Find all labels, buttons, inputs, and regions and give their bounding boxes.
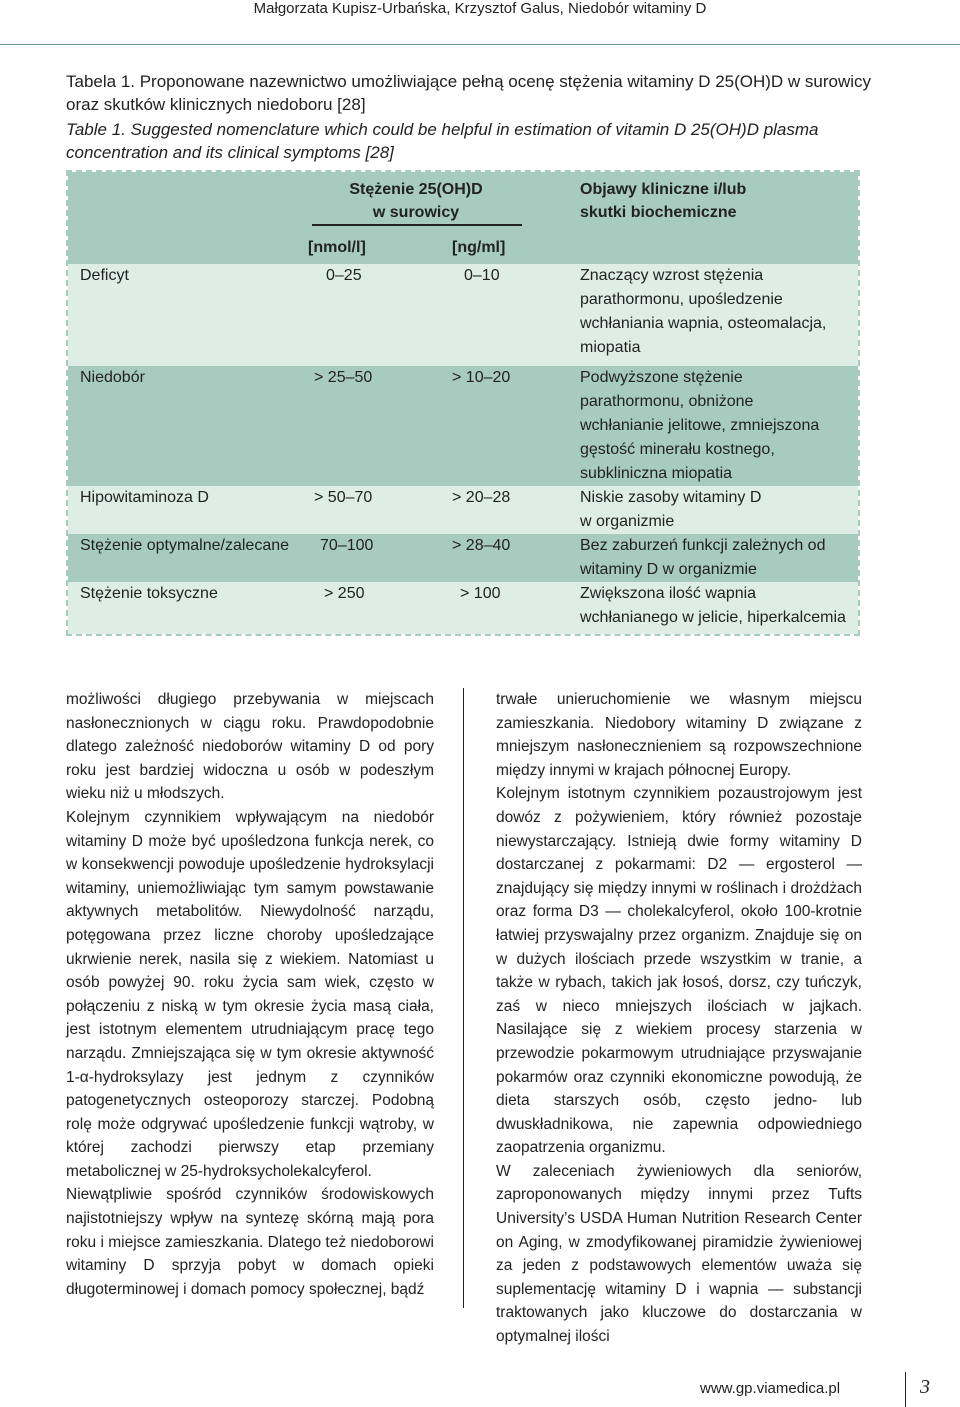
- page-number: 3: [920, 1376, 930, 1398]
- row-ng: > 20–28: [452, 489, 511, 506]
- symptom-line: wchłaniania wapnia, osteomalacja,: [580, 315, 827, 332]
- row-ng: > 100: [460, 585, 501, 602]
- header-concentration-line2: w surowicy: [372, 204, 460, 221]
- caption-text-pl: Proponowane nazewnictwo umożliwiające pełną ocenę stężenia witaminy D 25(OH)D w surowicy oraz skutków klinicznych niedoboru [28]: [66, 72, 872, 114]
- table-row: [68, 534, 858, 582]
- caption-label-en: Table 1.: [66, 120, 126, 139]
- symptom-line: Znaczący wzrost stężenia: [580, 267, 764, 284]
- paragraph: W zaleceniach żywieniowych dla seniorów, zaproponowanych między innymi przez Tufts University’s USDA Human Nutrition Research Center on Aging, w zmodyfikowanej piramidzie żywieniowej za jeden z podstawowych elementów uważa się suplementację witaminy D i wapnia — substancji traktowanych jako kluczowe do dostarczania w optymalnej ilości: [496, 1162, 862, 1346]
- row-category: Hipowitaminoza D: [80, 489, 209, 506]
- symptom-line: witaminy D w organizmie: [580, 561, 757, 578]
- table-row: [68, 264, 858, 366]
- header-concentration-line1: Stężenie 25(OH)D: [349, 181, 483, 198]
- symptom-line: parathormonu, upośledzenie: [580, 291, 783, 308]
- nomenclature-table: [66, 170, 860, 636]
- symptom-line: w organizmie: [580, 513, 675, 530]
- row-nmol: > 250: [324, 585, 365, 602]
- running-title: Małgorzata Kupisz-Urbańska, Krzysztof Galus, Niedobór witaminy D: [253, 0, 707, 17]
- symptom-line: Zwiększona ilość wapnia: [580, 585, 757, 602]
- symptom-line: subkliniczna miopatia: [580, 465, 733, 482]
- row-symptoms: [580, 582, 846, 630]
- symptom-line: miopatia: [580, 339, 641, 356]
- column-divider: [463, 688, 464, 1308]
- paragraph: trwałe unieruchomienie we własnym miejscu zamieszkania. Niedobory witaminy D związane z mniejszym nasłonecznieniem są rozpowszechnione między innymi w krajach północnej Europy.: [496, 691, 862, 779]
- header-unit-ng: [ng/ml]: [452, 239, 506, 256]
- caption-text-en: Suggested nomenclature which could be helpful in estimation of vitamin D 25(OH)D plasma concentration and its clinical symptoms [28]: [66, 120, 819, 162]
- row-nmol: 70–100: [320, 537, 374, 554]
- row-ng: > 10–20: [452, 369, 511, 386]
- row-symptoms: [580, 366, 819, 486]
- header-symptoms-line2: skutki biochemiczne: [580, 204, 737, 221]
- paragraph: Kolejnym czynnikiem wpływającym na niedobór witaminy D może być upośledzona funkcja nerek, co w konsekwencji powoduje upośledzenie hydroksylacji witaminy, uniemożliwiając tym samym powstawanie aktywnych metabolitów. Niewydolność narządu, potęgowana przez liczne choroby upośledzające ukrwienie nerek, nasila się z wiekiem. Natomiast u osób powyżej 90. roku życia sam wiek, często w połączeniu z niską w tym okresie życia masą ciała, jest istotnym elementem utrudniającym pracę tego narządu. Zmniejszająca się w tym okresie aktywność 1-α-hydroksylazy jest jednym z czynników patogenetycznych osteoporozy starczej. Podobną rolę może odgrywać upośledzenie funkcji wątroby, w której zachodzi pierwszy etap przemiany metabolicznej w 25-hydroksycholekalcyferol.: [66, 808, 434, 1180]
- body-column-right: [496, 688, 862, 1349]
- header-unit-nmol: [nmol/l]: [308, 239, 366, 256]
- body-column-left: [66, 688, 434, 1301]
- symptom-line: gęstość minerału kostnego,: [580, 441, 775, 458]
- paragraph: Kolejnym istotnym czynnikiem pozaustrojowym jest dowóz z pożywieniem, który również pozostaje niewystarczający. Istnieją dwie formy witaminy D dostarczanej z pokarmami: D2 — ergosterol — znajdujący się między innymi w roślinach i drożdżach oraz forma D3 — cholekalcyferol, około 100-krotnie łatwiej przyswajalny przez organizm. Znajduje się on w dużych ilościach przede wszystkim w tranie, a także w rybach, takich jak łosoś, dorsz, czy tuńczyk, zaś w nieco mniejszych ilościach w jajkach. Nasilające się z wiekiem procesy starzenia w przewodzie pokarmowym utrudniające przyswajanie pokarmów oraz czynniki ekonomiczne powodują, że dieta starszych osób, często jedno- lub dwuskładnikowa, nie zapewnia odpowiedniego zaopatrzenia organizmu.: [496, 785, 862, 1157]
- row-nmol: > 50–70: [314, 489, 373, 506]
- footer-url: www.gp.viamedica.pl: [700, 1380, 841, 1397]
- symptom-line: parathormonu, obniżone: [580, 393, 754, 410]
- table-row: [68, 366, 858, 486]
- table-row: [68, 486, 858, 534]
- symptom-line: wchłanianie jelitowe, zmniejszona: [580, 417, 820, 434]
- row-category: Stężenie toksyczne: [80, 585, 218, 602]
- paragraph: Niewątpliwie spośród czynników środowiskowych najistotniejszy wpływ na syntezę skórną mają pora roku i miejsce zamieszkania. Dlatego też niedoborowi witaminy D sprzyja pobyt w domach opieki długoterminowej i domach pomocy społecznej, bądź: [66, 1186, 434, 1298]
- table-caption-en: [66, 118, 896, 164]
- running-header: [0, 0, 960, 45]
- row-category: Deficyt: [80, 267, 129, 284]
- symptom-line: Podwyższone stężenie: [580, 369, 743, 386]
- row-ng: 0–10: [464, 267, 500, 284]
- row-symptoms: [580, 486, 761, 534]
- row-ng: > 28–40: [452, 537, 511, 554]
- table-header: [68, 172, 858, 264]
- footer-rule: [905, 1372, 906, 1407]
- row-category: Niedobór: [80, 369, 145, 386]
- row-symptoms: [580, 264, 826, 360]
- row-nmol: 0–25: [326, 267, 362, 284]
- caption-label-pl: Tabela 1.: [66, 72, 135, 91]
- symptom-line: Niskie zasoby witaminy D: [580, 489, 762, 506]
- symptom-line: wchłanianego w jelicie, hiperkalcemia: [580, 609, 846, 626]
- row-nmol: > 25–50: [314, 369, 373, 386]
- symptom-line: Bez zaburzeń funkcji zależnych od: [580, 537, 826, 554]
- header-underline: [312, 224, 522, 226]
- table-caption-pl: [66, 70, 896, 116]
- header-symptoms-line1: Objawy kliniczne i/lub: [580, 181, 747, 198]
- paragraph: możliwości długiego przebywania w miejscach nasłonecznionych w ciągu roku. Prawdopodobnie dlatego zależność niedoborów witaminy D od pory roku jest bardziej widoczna u osób w podeszłym wieku niż u młodszych.: [66, 691, 434, 803]
- row-symptoms: [580, 534, 825, 582]
- row-category: Stężenie optymalne/zalecane: [80, 537, 290, 554]
- table-row: [68, 582, 858, 634]
